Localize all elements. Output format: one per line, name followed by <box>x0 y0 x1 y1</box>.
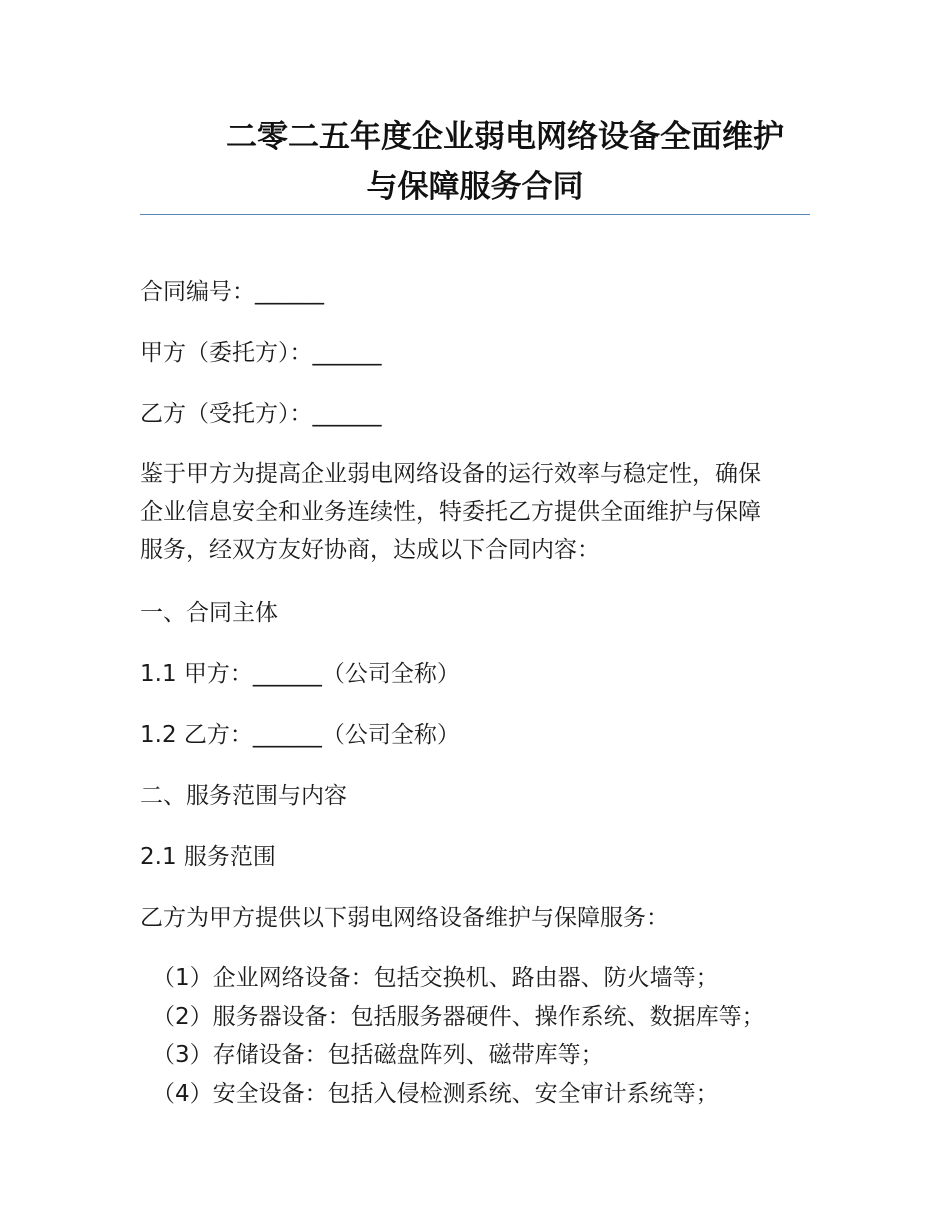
intro-line: 企业信息安全和业务连续性，特委托乙方提供全面维护与保障 <box>140 499 761 525</box>
section-1-heading: 一、合同主体 <box>140 600 278 626</box>
intro-line: 服务，经双方友好协商，达成以下合同内容： <box>140 537 600 563</box>
list-item: （2）服务器设备：包括服务器硬件、操作系统、数据库等； <box>152 1003 765 1030</box>
party-b-line: 乙方（受托方）：______ <box>140 401 382 427</box>
list-item: （3）存储设备：包括磁盘阵列、磁带库等； <box>152 1042 604 1068</box>
service-scope-list <box>152 959 822 1113</box>
document-title <box>140 112 810 212</box>
intro-paragraph <box>140 455 820 569</box>
clause-2-1: 2.1 服务范围 <box>140 844 276 870</box>
clause-1-1: 1.1 甲方：______（公司全称） <box>140 661 460 687</box>
party-a-line: 甲方（委托方）：______ <box>140 340 382 366</box>
section-2-heading: 二、服务范围与内容 <box>140 783 347 809</box>
intro-line: 鉴于甲方为提高企业弱电网络设备的运行效率与稳定性，确保 <box>140 461 761 487</box>
clause-2-1-intro: 乙方为甲方提供以下弱电网络设备维护与保障服务： <box>140 905 669 931</box>
list-item: （4）安全设备：包括入侵检测系统、安全审计系统等； <box>152 1080 719 1107</box>
clause-1-2: 1.2 乙方：______（公司全称） <box>140 722 460 748</box>
title-line-2: 与保障服务合同 <box>366 169 584 205</box>
contract-number: 合同编号：______ <box>140 279 324 305</box>
title-line-1: 二零二五年度企业弱电网络设备全面维护 <box>226 119 784 155</box>
title-divider <box>140 214 810 215</box>
list-item: （1）企业网络设备：包括交换机、路由器、防火墙等； <box>152 965 719 991</box>
